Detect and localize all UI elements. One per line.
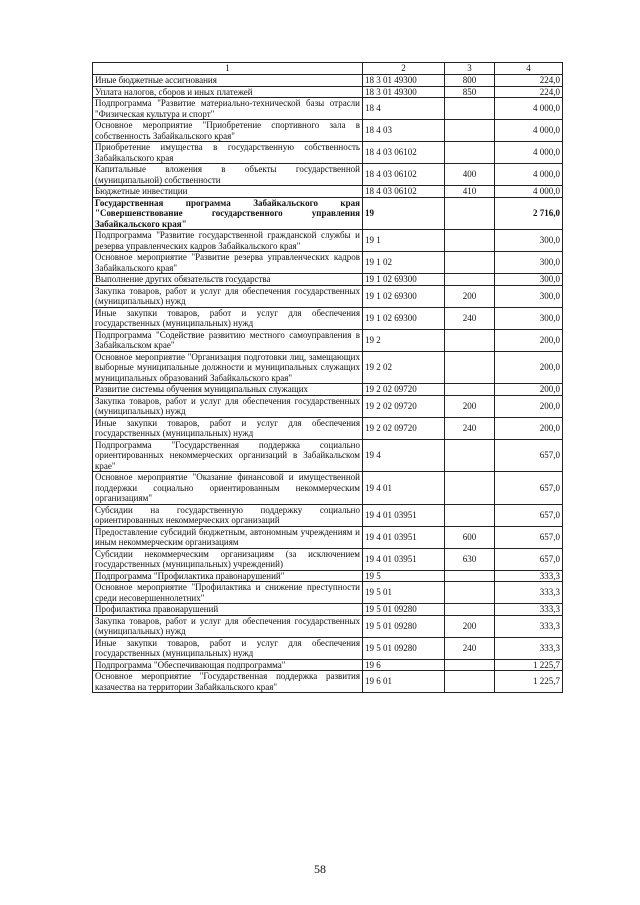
table-row xyxy=(93,230,563,252)
row-name-cell: Основное мероприятие "Приобретение спортивного зала в собственность Забайкальского края" xyxy=(93,120,363,142)
table-row xyxy=(93,439,563,472)
row-code-cell: 18 3 01 49300 xyxy=(363,75,445,87)
row-code-cell: 19 1 02 69300 xyxy=(363,307,445,329)
table-row xyxy=(93,98,563,120)
row-kind-cell: 200 xyxy=(445,285,495,307)
row-code-cell: 19 4 01 03951 xyxy=(363,504,445,526)
row-name-cell: Подпрограмма "Профилактика правонарушений" xyxy=(93,570,363,582)
row-name-cell: Закупка товаров, работ и услуг для обеспечения государственных (муниципальных) нужд xyxy=(93,285,363,307)
row-name-cell: Основное мероприятие "Государственная поддержка развития казачества на территории Забайкальского края" xyxy=(93,671,363,693)
row-sum-cell: 300,0 xyxy=(495,274,563,286)
row-kind-cell xyxy=(445,472,495,505)
row-sum-cell: 4 000,0 xyxy=(495,142,563,164)
row-kind-cell xyxy=(445,197,495,230)
table-row xyxy=(93,417,563,439)
row-name-cell: Субсидии некоммерческим организациям (за исключением государственных (муниципальных) учреждений) xyxy=(93,548,363,570)
row-name-cell: Выполнение других обязательств государства xyxy=(93,274,363,286)
row-kind-cell xyxy=(445,439,495,472)
row-kind-cell xyxy=(445,659,495,671)
table-row xyxy=(93,164,563,186)
budget-table xyxy=(92,62,563,693)
table-row xyxy=(93,604,563,616)
row-name-cell: Основное мероприятие "Развитие резерва управленческих кадров Забайкальского края" xyxy=(93,252,363,274)
table-row xyxy=(93,548,563,570)
table-row xyxy=(93,307,563,329)
row-name-cell: Иные бюджетные ассигнования xyxy=(93,75,363,87)
table-row xyxy=(93,582,563,604)
row-code-cell: 19 6 xyxy=(363,659,445,671)
row-kind-cell xyxy=(445,504,495,526)
row-sum-cell: 1 225,7 xyxy=(495,671,563,693)
row-code-cell: 18 4 03 xyxy=(363,120,445,142)
row-kind-cell: 240 xyxy=(445,637,495,659)
row-code-cell: 19 6 01 xyxy=(363,671,445,693)
column-number-row xyxy=(93,63,563,75)
row-sum-cell: 300,0 xyxy=(495,285,563,307)
table-row xyxy=(93,329,563,351)
row-sum-cell: 224,0 xyxy=(495,75,563,87)
row-code-cell: 19 2 xyxy=(363,329,445,351)
row-code-cell: 19 1 02 69300 xyxy=(363,274,445,286)
row-kind-cell: 800 xyxy=(445,75,495,87)
row-name-cell: Основное мероприятие "Профилактика и снижение преступности среди несовершеннолетних" xyxy=(93,582,363,604)
row-kind-cell xyxy=(445,98,495,120)
row-code-cell: 19 2 02 xyxy=(363,351,445,384)
row-code-cell: 18 4 xyxy=(363,98,445,120)
table-row xyxy=(93,351,563,384)
row-code-cell: 19 2 02 09720 xyxy=(363,395,445,417)
row-name-cell: Подпрограмма "Государственная поддержка социально ориентированных некоммерческих организаций в Забайкальском крае" xyxy=(93,439,363,472)
row-code-cell: 19 4 xyxy=(363,439,445,472)
row-name-cell: Развитие системы обучения муниципальных служащих xyxy=(93,384,363,396)
table-row xyxy=(93,395,563,417)
table-row xyxy=(93,637,563,659)
table-row xyxy=(93,186,563,198)
row-sum-cell: 333,3 xyxy=(495,615,563,637)
row-name-cell: Подпрограмма "Развитие материально-технической базы отрасли "Физическая культура и спорт" xyxy=(93,98,363,120)
row-sum-cell: 4 000,0 xyxy=(495,120,563,142)
row-sum-cell: 2 716,0 xyxy=(495,197,563,230)
row-sum-cell: 4 000,0 xyxy=(495,164,563,186)
row-kind-cell: 240 xyxy=(445,417,495,439)
row-sum-cell: 657,0 xyxy=(495,526,563,548)
table-row xyxy=(93,526,563,548)
row-sum-cell: 300,0 xyxy=(495,307,563,329)
row-sum-cell: 200,0 xyxy=(495,395,563,417)
table-row xyxy=(93,120,563,142)
row-name-cell: Капитальные вложения в объекты государственной (муниципальной) собственности xyxy=(93,164,363,186)
row-name-cell: Иные закупки товаров, работ и услуг для обеспечения государственных (муниципальных) нужд xyxy=(93,307,363,329)
row-kind-cell: 630 xyxy=(445,548,495,570)
row-sum-cell: 333,3 xyxy=(495,637,563,659)
row-kind-cell xyxy=(445,120,495,142)
row-name-cell: Государственная программа Забайкальского края "Совершенствование государственного управления Забайкальского края" xyxy=(93,197,363,230)
row-name-cell: Закупка товаров, работ и услуг для обеспечения государственных (муниципальных) нужд xyxy=(93,395,363,417)
row-sum-cell: 333,3 xyxy=(495,582,563,604)
table-row xyxy=(93,659,563,671)
row-name-cell: Подпрограмма "Содействие развитию местного самоуправления в Забайкальском крае" xyxy=(93,329,363,351)
row-kind-cell xyxy=(445,570,495,582)
row-kind-cell xyxy=(445,252,495,274)
row-code-cell: 19 5 01 09280 xyxy=(363,615,445,637)
row-code-cell: 19 1 xyxy=(363,230,445,252)
row-kind-cell xyxy=(445,351,495,384)
row-sum-cell: 657,0 xyxy=(495,548,563,570)
row-kind-cell: 850 xyxy=(445,86,495,98)
row-code-cell: 18 4 03 06102 xyxy=(363,164,445,186)
table-row xyxy=(93,197,563,230)
page-number: 58 xyxy=(314,862,326,876)
row-kind-cell xyxy=(445,230,495,252)
row-kind-cell xyxy=(445,671,495,693)
table-row xyxy=(93,504,563,526)
row-kind-cell: 400 xyxy=(445,164,495,186)
row-code-cell: 19 xyxy=(363,197,445,230)
row-kind-cell xyxy=(445,329,495,351)
table-row xyxy=(93,285,563,307)
row-sum-cell: 333,3 xyxy=(495,570,563,582)
column-header-sum: 4 xyxy=(495,63,563,75)
row-sum-cell: 300,0 xyxy=(495,230,563,252)
row-kind-cell: 240 xyxy=(445,307,495,329)
column-header-code: 2 xyxy=(363,63,445,75)
budget-sheet xyxy=(92,62,562,693)
row-kind-cell: 200 xyxy=(445,395,495,417)
table-row xyxy=(93,671,563,693)
table-row xyxy=(93,570,563,582)
row-sum-cell: 200,0 xyxy=(495,351,563,384)
row-sum-cell: 657,0 xyxy=(495,504,563,526)
row-code-cell: 18 4 03 06102 xyxy=(363,186,445,198)
column-header-kind: 3 xyxy=(445,63,495,75)
row-sum-cell: 200,0 xyxy=(495,417,563,439)
row-kind-cell xyxy=(445,274,495,286)
row-kind-cell xyxy=(445,604,495,616)
row-name-cell: Бюджетные инвестиции xyxy=(93,186,363,198)
row-sum-cell: 300,0 xyxy=(495,252,563,274)
table-row xyxy=(93,384,563,396)
row-name-cell: Уплата налогов, сборов и иных платежей xyxy=(93,86,363,98)
row-kind-cell xyxy=(445,582,495,604)
row-kind-cell xyxy=(445,384,495,396)
row-sum-cell: 4 000,0 xyxy=(495,186,563,198)
row-name-cell: Предоставление субсидий бюджетным, автономным учреждениям и иным некоммерческим организациям xyxy=(93,526,363,548)
row-code-cell: 19 5 01 09280 xyxy=(363,604,445,616)
row-name-cell: Иные закупки товаров, работ и услуг для обеспечения государственных (муниципальных) нужд xyxy=(93,417,363,439)
row-sum-cell: 200,0 xyxy=(495,384,563,396)
row-code-cell: 19 2 02 09720 xyxy=(363,384,445,396)
row-code-cell: 19 5 01 09280 xyxy=(363,637,445,659)
row-name-cell: Основное мероприятие "Организация подготовки лиц, замещающих выборные муниципальные должности и муниципальных служащих муниципальных образований Забайкальского края" xyxy=(93,351,363,384)
table-row xyxy=(93,274,563,286)
row-sum-cell: 657,0 xyxy=(495,439,563,472)
row-code-cell: 19 1 02 69300 xyxy=(363,285,445,307)
row-sum-cell: 333,3 xyxy=(495,604,563,616)
row-code-cell: 19 5 01 xyxy=(363,582,445,604)
row-name-cell: Субсидии на государственную поддержку социально ориентированных некоммерческих организаций xyxy=(93,504,363,526)
row-kind-cell xyxy=(445,142,495,164)
row-name-cell: Основное мероприятие "Оказание финансовой и имущественной поддержки социально ориентированным некоммерческим организациям" xyxy=(93,472,363,505)
row-code-cell: 19 1 02 xyxy=(363,252,445,274)
row-code-cell: 19 2 02 09720 xyxy=(363,417,445,439)
row-name-cell: Подпрограмма "Обеспечивающая подпрограмма" xyxy=(93,659,363,671)
row-code-cell: 19 5 xyxy=(363,570,445,582)
row-name-cell: Профилактика правонарушений xyxy=(93,604,363,616)
row-name-cell: Закупка товаров, работ и услуг для обеспечения государственных (муниципальных) нужд xyxy=(93,615,363,637)
row-name-cell: Подпрограмма "Развитие государственной гражданской службы и резерва управленческих кадров Забайкальского края" xyxy=(93,230,363,252)
row-name-cell: Приобретение имущества в государственную собственность Забайкальского края xyxy=(93,142,363,164)
table-row xyxy=(93,472,563,505)
row-code-cell: 19 4 01 xyxy=(363,472,445,505)
row-name-cell: Иные закупки товаров, работ и услуг для обеспечения государственных (муниципальных) нужд xyxy=(93,637,363,659)
row-code-cell: 19 4 01 03951 xyxy=(363,548,445,570)
table-row xyxy=(93,86,563,98)
row-sum-cell: 657,0 xyxy=(495,472,563,505)
row-sum-cell: 1 225,7 xyxy=(495,659,563,671)
row-kind-cell: 600 xyxy=(445,526,495,548)
row-code-cell: 19 4 01 03951 xyxy=(363,526,445,548)
table-row xyxy=(93,75,563,87)
row-kind-cell: 200 xyxy=(445,615,495,637)
table-row xyxy=(93,615,563,637)
row-sum-cell: 4 000,0 xyxy=(495,98,563,120)
row-sum-cell: 200,0 xyxy=(495,329,563,351)
row-sum-cell: 224,0 xyxy=(495,86,563,98)
row-code-cell: 18 4 03 06102 xyxy=(363,142,445,164)
column-header-name: 1 xyxy=(93,63,363,75)
budget-rows xyxy=(93,75,563,693)
row-kind-cell: 410 xyxy=(445,186,495,198)
row-code-cell: 18 3 01 49300 xyxy=(363,86,445,98)
table-row xyxy=(93,252,563,274)
table-row xyxy=(93,142,563,164)
